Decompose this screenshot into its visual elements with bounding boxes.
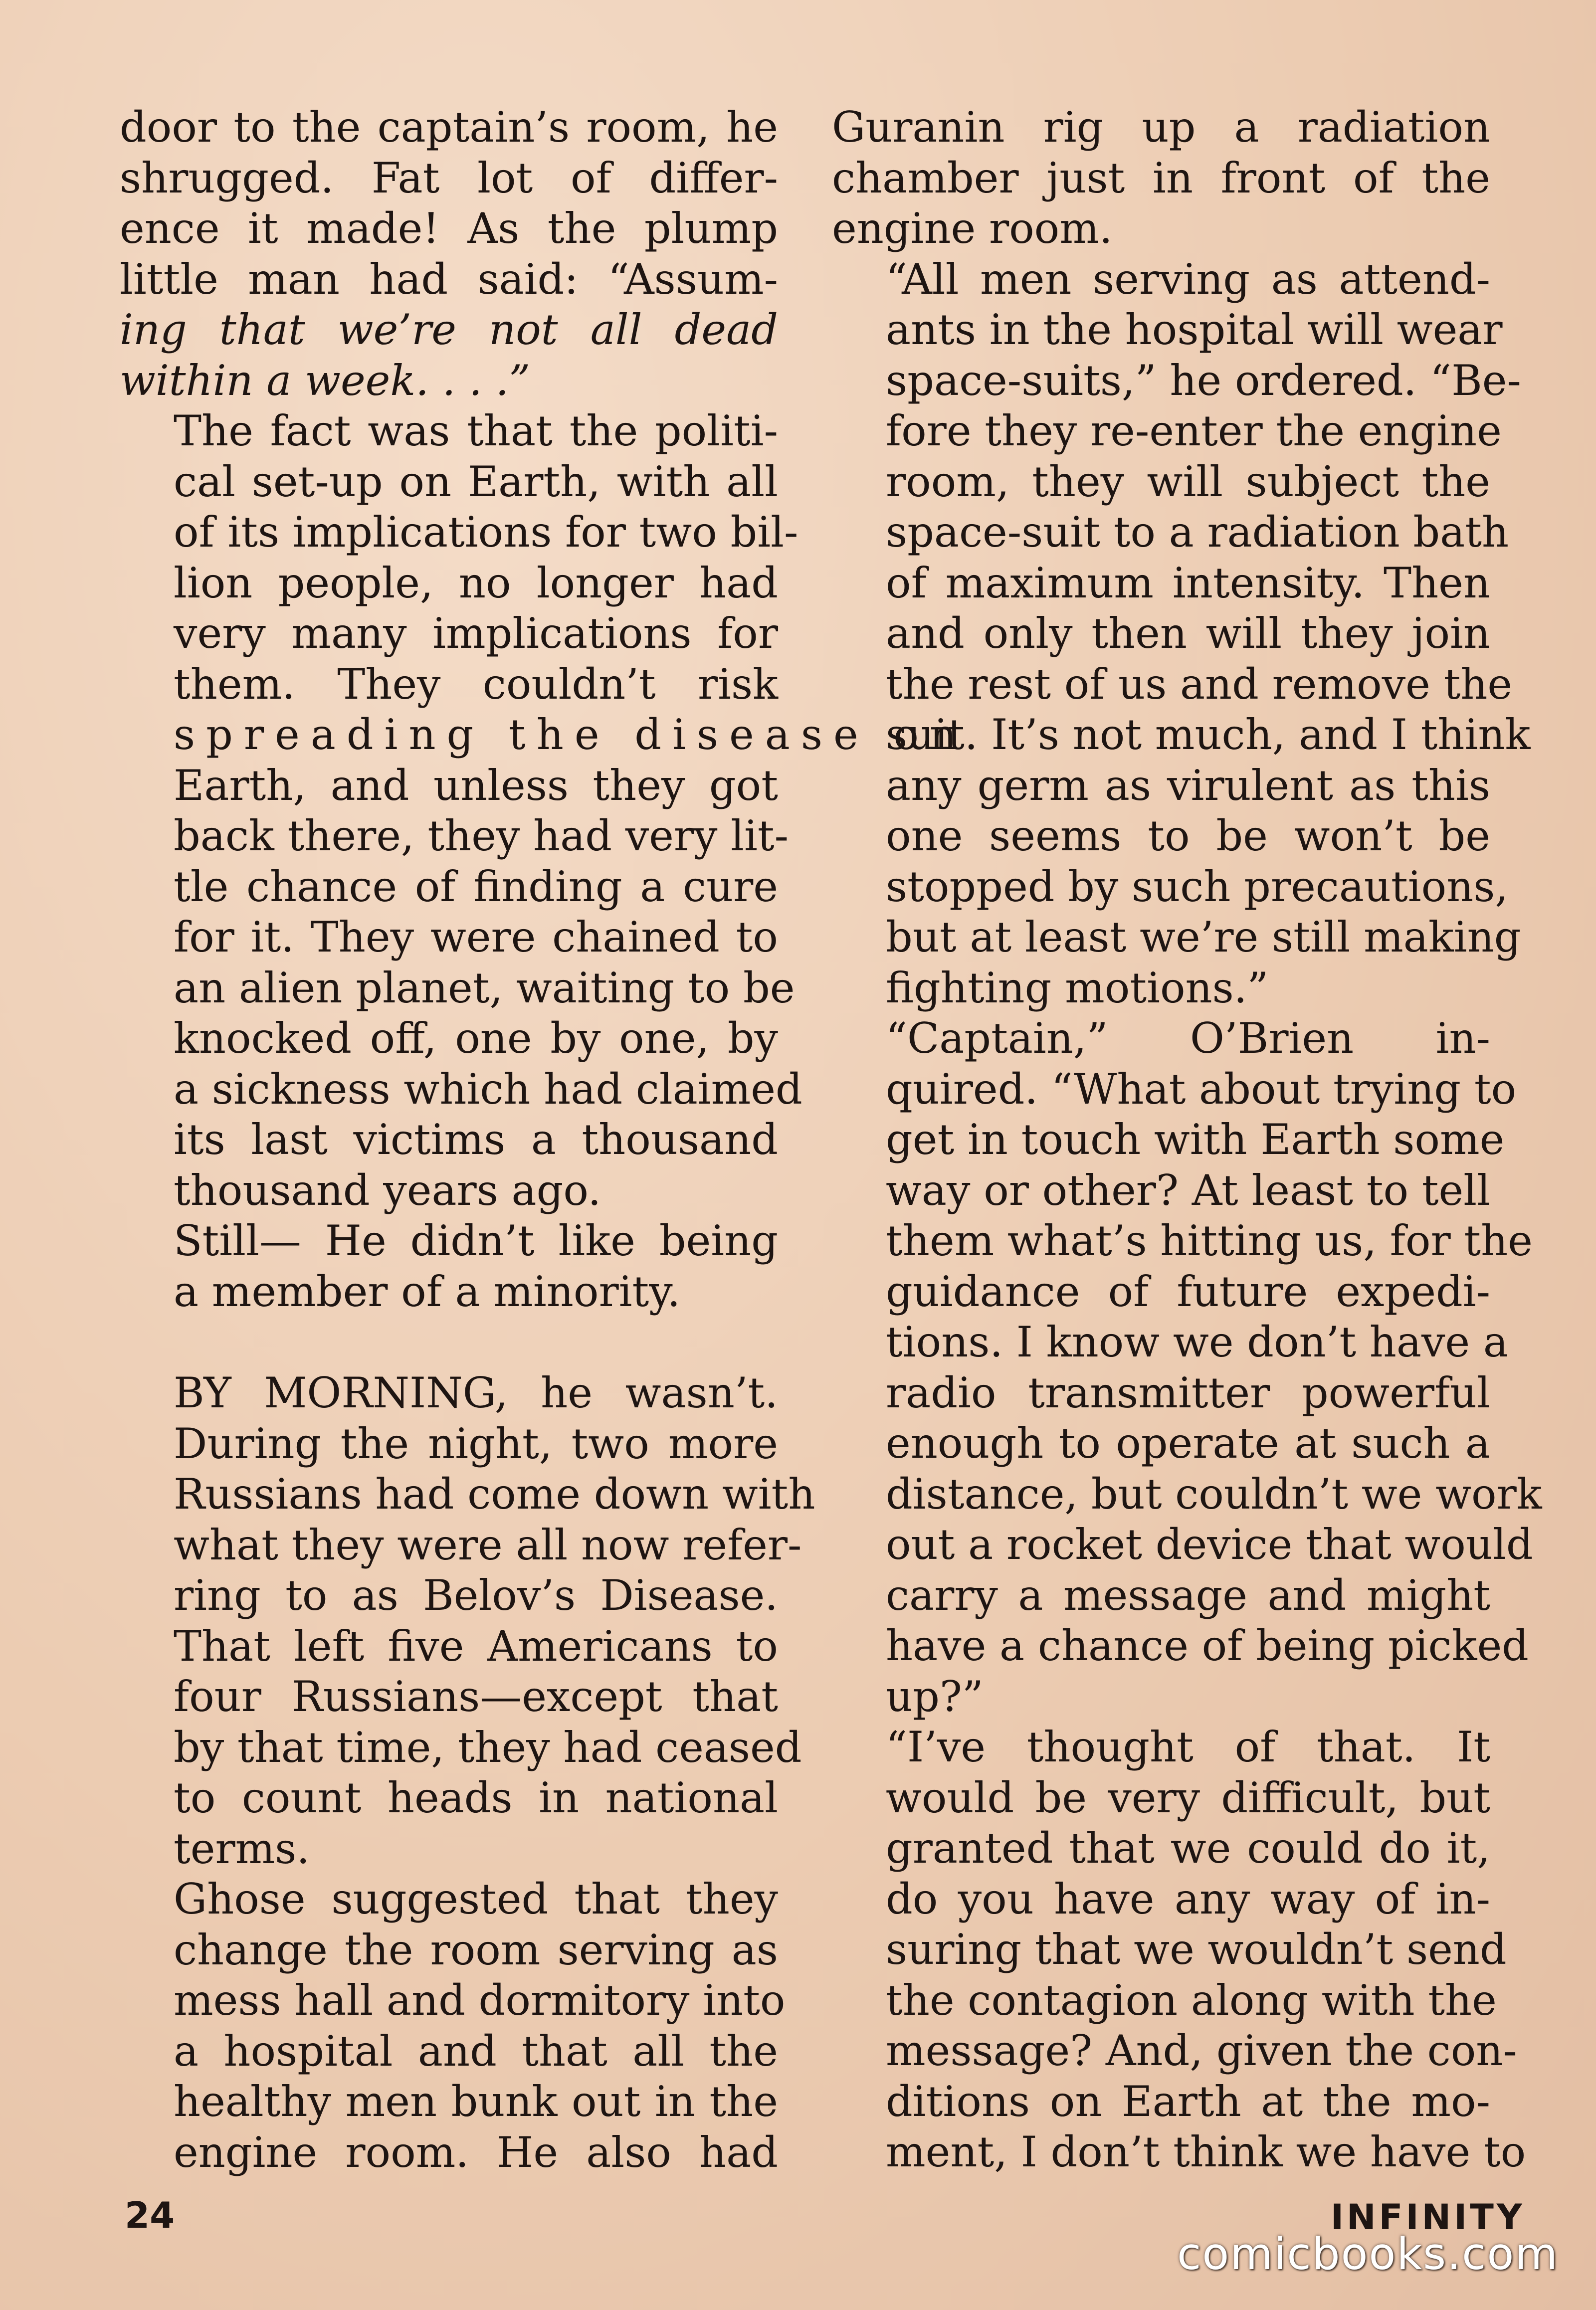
left-column (120, 102, 968, 2178)
text-line: out a rocket device that would (886, 1520, 1533, 1569)
text-line: door to the captain’s room, he (120, 103, 778, 152)
text-line: thousand years ago. (174, 1165, 601, 1215)
text-line: back there, they had very lit- (174, 811, 789, 860)
text-line: four Russians—except that (174, 1672, 778, 1721)
text-line: of maximum intensity. Then (886, 558, 1490, 607)
text-line: for it. They were chained to (174, 913, 778, 962)
text-line: a hospital and that all the (174, 2026, 778, 2076)
text-line: very many implications for (174, 609, 778, 658)
text-line: ing that we’re not all dead (120, 305, 778, 354)
text-line: knocked off, one by one, by (174, 1014, 778, 1063)
text-line: little man had said: “Assum- (120, 254, 778, 304)
paragraph (832, 1722, 1526, 2178)
text-line: shrugged. Fat lot of differ- (120, 153, 778, 202)
right-column (832, 102, 1542, 2178)
text-line: change the room serving as (174, 1925, 778, 1974)
text-line: one seems to be won’t be (886, 811, 1490, 860)
text-line: within a week. . . .” (120, 356, 531, 405)
paragraph-continued (832, 102, 1490, 254)
text-line: them. They couldn’t risk (174, 659, 778, 709)
text-line: up?” (886, 1672, 984, 1721)
text-line: ment, I don’t think we have to (886, 2127, 1526, 2176)
text-line: way or other? At least to tell (886, 1165, 1490, 1215)
paragraph (120, 1216, 778, 1317)
text-line: message? And, given the con- (886, 2026, 1517, 2075)
text-line: ants in the hospital will wear (886, 305, 1503, 354)
text-line: by that time, they had ceased (174, 1723, 802, 1772)
text-line: a member of a minority. (174, 1267, 681, 1316)
text-line: distance, but couldn’t we work (886, 1469, 1542, 1519)
text-line: tle chance of finding a cure (174, 862, 778, 911)
paragraph (120, 1874, 786, 2178)
paragraph (832, 254, 1531, 1014)
text-line: fore they re-enter the engine (886, 406, 1502, 455)
text-line: That left five Americans to (174, 1621, 778, 1671)
text-line: Earth, and unless they got (174, 761, 778, 810)
text-line: “Captain,” O’Brien in- (886, 1014, 1490, 1063)
text-line: fighting motions.” (886, 963, 1269, 1012)
text-line: BY MORNING, he wasn’t. (174, 1368, 778, 1417)
text-line: granted that we could do it, (886, 1824, 1490, 1873)
magazine-title: INFINITY (1331, 2197, 1525, 2238)
text-line: them what’s hitting us, for the (886, 1216, 1533, 1265)
text-line: tions. I know we don’t have a (886, 1318, 1508, 1366)
paragraph (832, 1013, 1542, 1722)
paragraph-continued (120, 102, 778, 406)
text-line: any germ as virulent as this (886, 761, 1490, 810)
text-line: what they were all now refer- (174, 1520, 802, 1569)
text-line: healthy men bunk out in the (174, 2077, 778, 2126)
text-line: stopped by such precautions, (886, 862, 1509, 911)
text-line: the contagion along with the (886, 1975, 1497, 2025)
text-line: to count heads in national (174, 1773, 778, 1822)
text-line: The fact was that the politi- (174, 406, 778, 455)
text-line: “All men serving as attend- (886, 254, 1490, 304)
text-line: Guranin rig up a radiation (832, 103, 1490, 152)
text-line: its last victims a thousand (174, 1115, 778, 1164)
watermark: comicbooks.com (1177, 2228, 1559, 2280)
text-line: do you have any way of in- (886, 1874, 1490, 1924)
text-line: terms. (174, 1824, 310, 1873)
text-line: radio transmitter powerful (886, 1368, 1490, 1417)
section-paragraph (120, 1368, 815, 1874)
text-line: room, they will subject the (886, 457, 1490, 506)
text-line: but at least we’re still making (886, 913, 1521, 962)
text-line: the rest of us and remove the (886, 659, 1513, 709)
text-line: enough to operate at such a (886, 1419, 1490, 1468)
text-line: Russians had come down with (174, 1470, 815, 1519)
text-line: a sickness which had claimed (174, 1064, 802, 1114)
text-line: ditions on Earth at the mo- (886, 2077, 1490, 2126)
text-line: spreading the disease on (174, 710, 968, 759)
text-line: Ghose suggested that they (174, 1875, 778, 1924)
text-line: quired. “What about trying to (886, 1064, 1517, 1114)
text-line: have a chance of being picked (886, 1621, 1529, 1670)
text-line: an alien planet, waiting to be (174, 963, 795, 1012)
text-line: suit. It’s not much, and I think (886, 710, 1531, 759)
text-line: and only then will they join (886, 609, 1490, 658)
text-line: ence it made! As the plump (120, 204, 778, 253)
text-line: would be very difficult, but (886, 1773, 1490, 1822)
page-number: 24 (125, 2194, 175, 2236)
text-line: carry a message and might (886, 1570, 1490, 1620)
text-line: engine room. He also had (174, 2127, 778, 2177)
text-line: space-suit to a radiation bath (886, 508, 1509, 557)
text-line: During the night, two more (174, 1419, 778, 1468)
text-line: ring to as Belov’s Disease. (174, 1571, 778, 1620)
text-line: Still— He didn’t like being (174, 1216, 778, 1265)
text-line: chamber just in front of the (832, 153, 1490, 202)
text-line: mess hall and dormitory into (174, 1976, 786, 2025)
text-line: guidance of future expedi- (886, 1267, 1490, 1316)
text-line: space-suits,” he ordered. “Be- (886, 356, 1521, 405)
text-line: cal set-up on Earth, with all (174, 457, 778, 506)
paragraph (120, 406, 968, 1216)
text-line: get in touch with Earth some (886, 1115, 1505, 1164)
text-line: “I’ve thought of that. It (886, 1723, 1490, 1771)
text-line: of its implications for two bil- (174, 508, 798, 557)
text-line: lion people, no longer had (174, 558, 778, 607)
text-line: engine room. (832, 204, 1113, 253)
text-line: suring that we wouldn’t send (886, 1925, 1507, 1974)
